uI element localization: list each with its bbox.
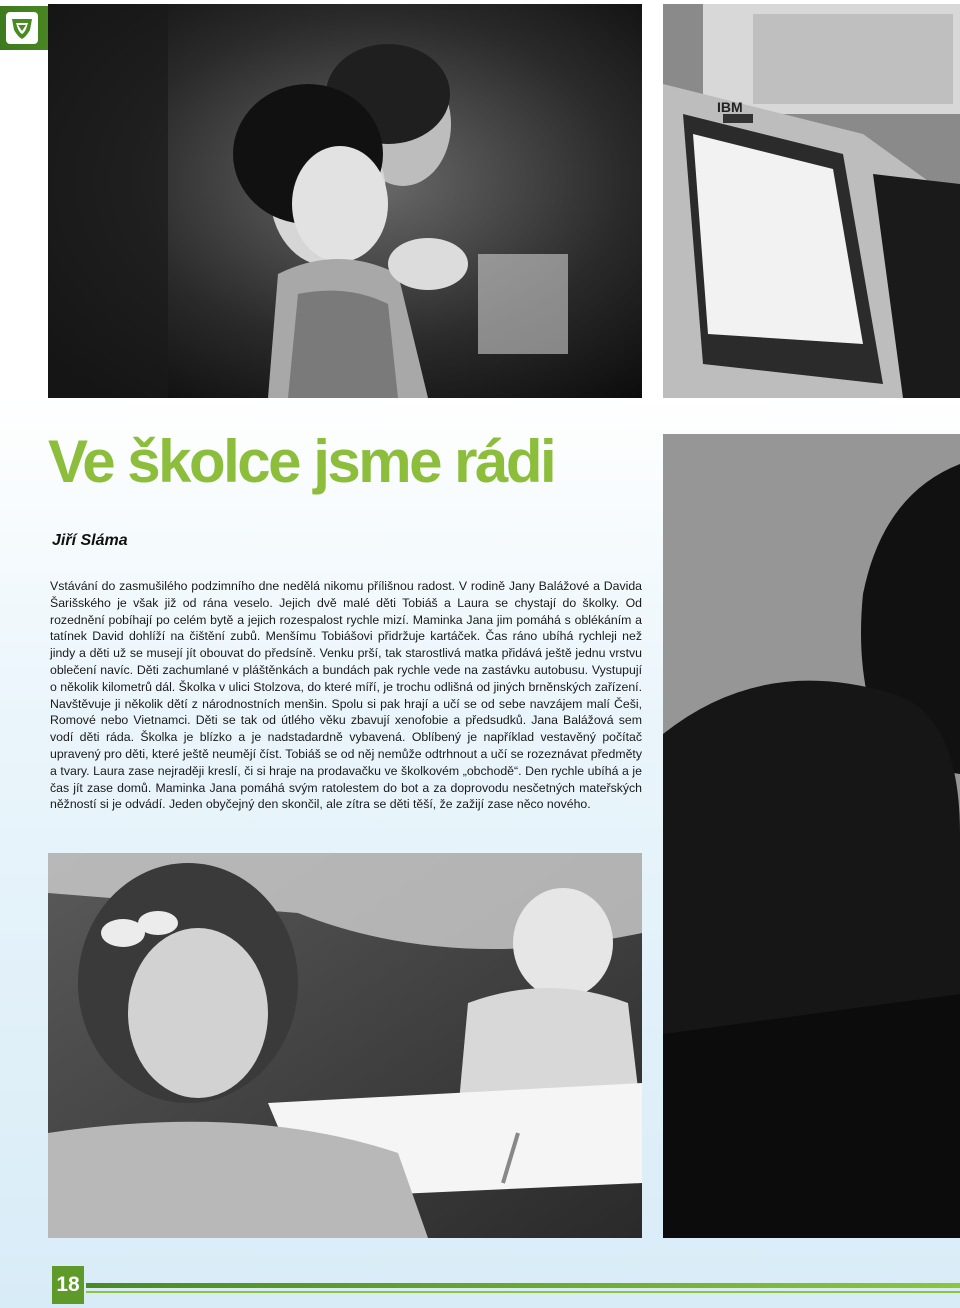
photo-girl-drawing — [48, 853, 642, 1238]
page-number: 18 — [52, 1266, 84, 1304]
computer-brand: IBM — [717, 99, 743, 115]
article-body: Vstávání do zasmušilého podzimního dne nedělá nikomu přílišnou radost. V rodině Jany Balážové a Davida Šarišského je však již od rána veselo. Jejich dvě malé děti Tobiáš a Laura se chystají do školky. Od rozednění pobíhají po celém bytě a jejich rozespalost rychle mizí. Maminka Jana jim pomáhá s oblékáním a tatínek David dohlíží na čištění zubů. Menšímu Tobiášovi přidržuje kartáček. Čas ráno ubíhá rychleji než jindy a děti už se musejí jít obouvat do předsíně. Venku prší, tak starostlivá matka přidává ještě jednu vrstvu oblečení navíc. Děti zachumlané v pláštěnkách a bundách pak rychle vede na zastávku autobusu. Vystupují o několik kilometrů dál. Školka v ulici Stolzova, do které míří, je trochu odlišná od jiných brněnských zařízení. Navštěvuje ji několik dětí z národnostních menšin. Spolu si pak hrají a učí se od sebe navzájem malí Češi, Romové nebo Vietnamci. Děti se tak od útlého věku zbavují xenofobie a předsudků. Jana Balážová sem vodí děti ráda. Školka je blízko a je nadstadardně vybavená. Oblíbený je například vestavěný počítač upravený pro děti, které ještě neumějí číst. Tobiáš se od něj nemůže odtrhnout a učí se rozeznávat předměty a tvary. Laura zase nejraději kreslí, či si hraje na prodavačku ve školkovém „obchodě“. Den rychle ubíhá a je čas jít zase domů. Maminka Jana pomáhá svým ratolestem do bot a za doprovodu nesčetných mateřských něžností si je odvádí. Jeden obyčejný den skončil, ale zítra se děti těší, že zažijí zase něco nového. — [50, 579, 642, 812]
article-author: Jiří Sláma — [52, 532, 128, 549]
footer-rule — [86, 1283, 960, 1288]
shield-logo-icon — [6, 12, 38, 44]
article-headline: Ve školce jsme rádi — [48, 428, 555, 495]
photo-computer-screen — [663, 4, 960, 398]
photo-two-girls — [48, 4, 642, 398]
photo-mother — [663, 434, 960, 1238]
footer-rule-thin — [86, 1291, 960, 1293]
